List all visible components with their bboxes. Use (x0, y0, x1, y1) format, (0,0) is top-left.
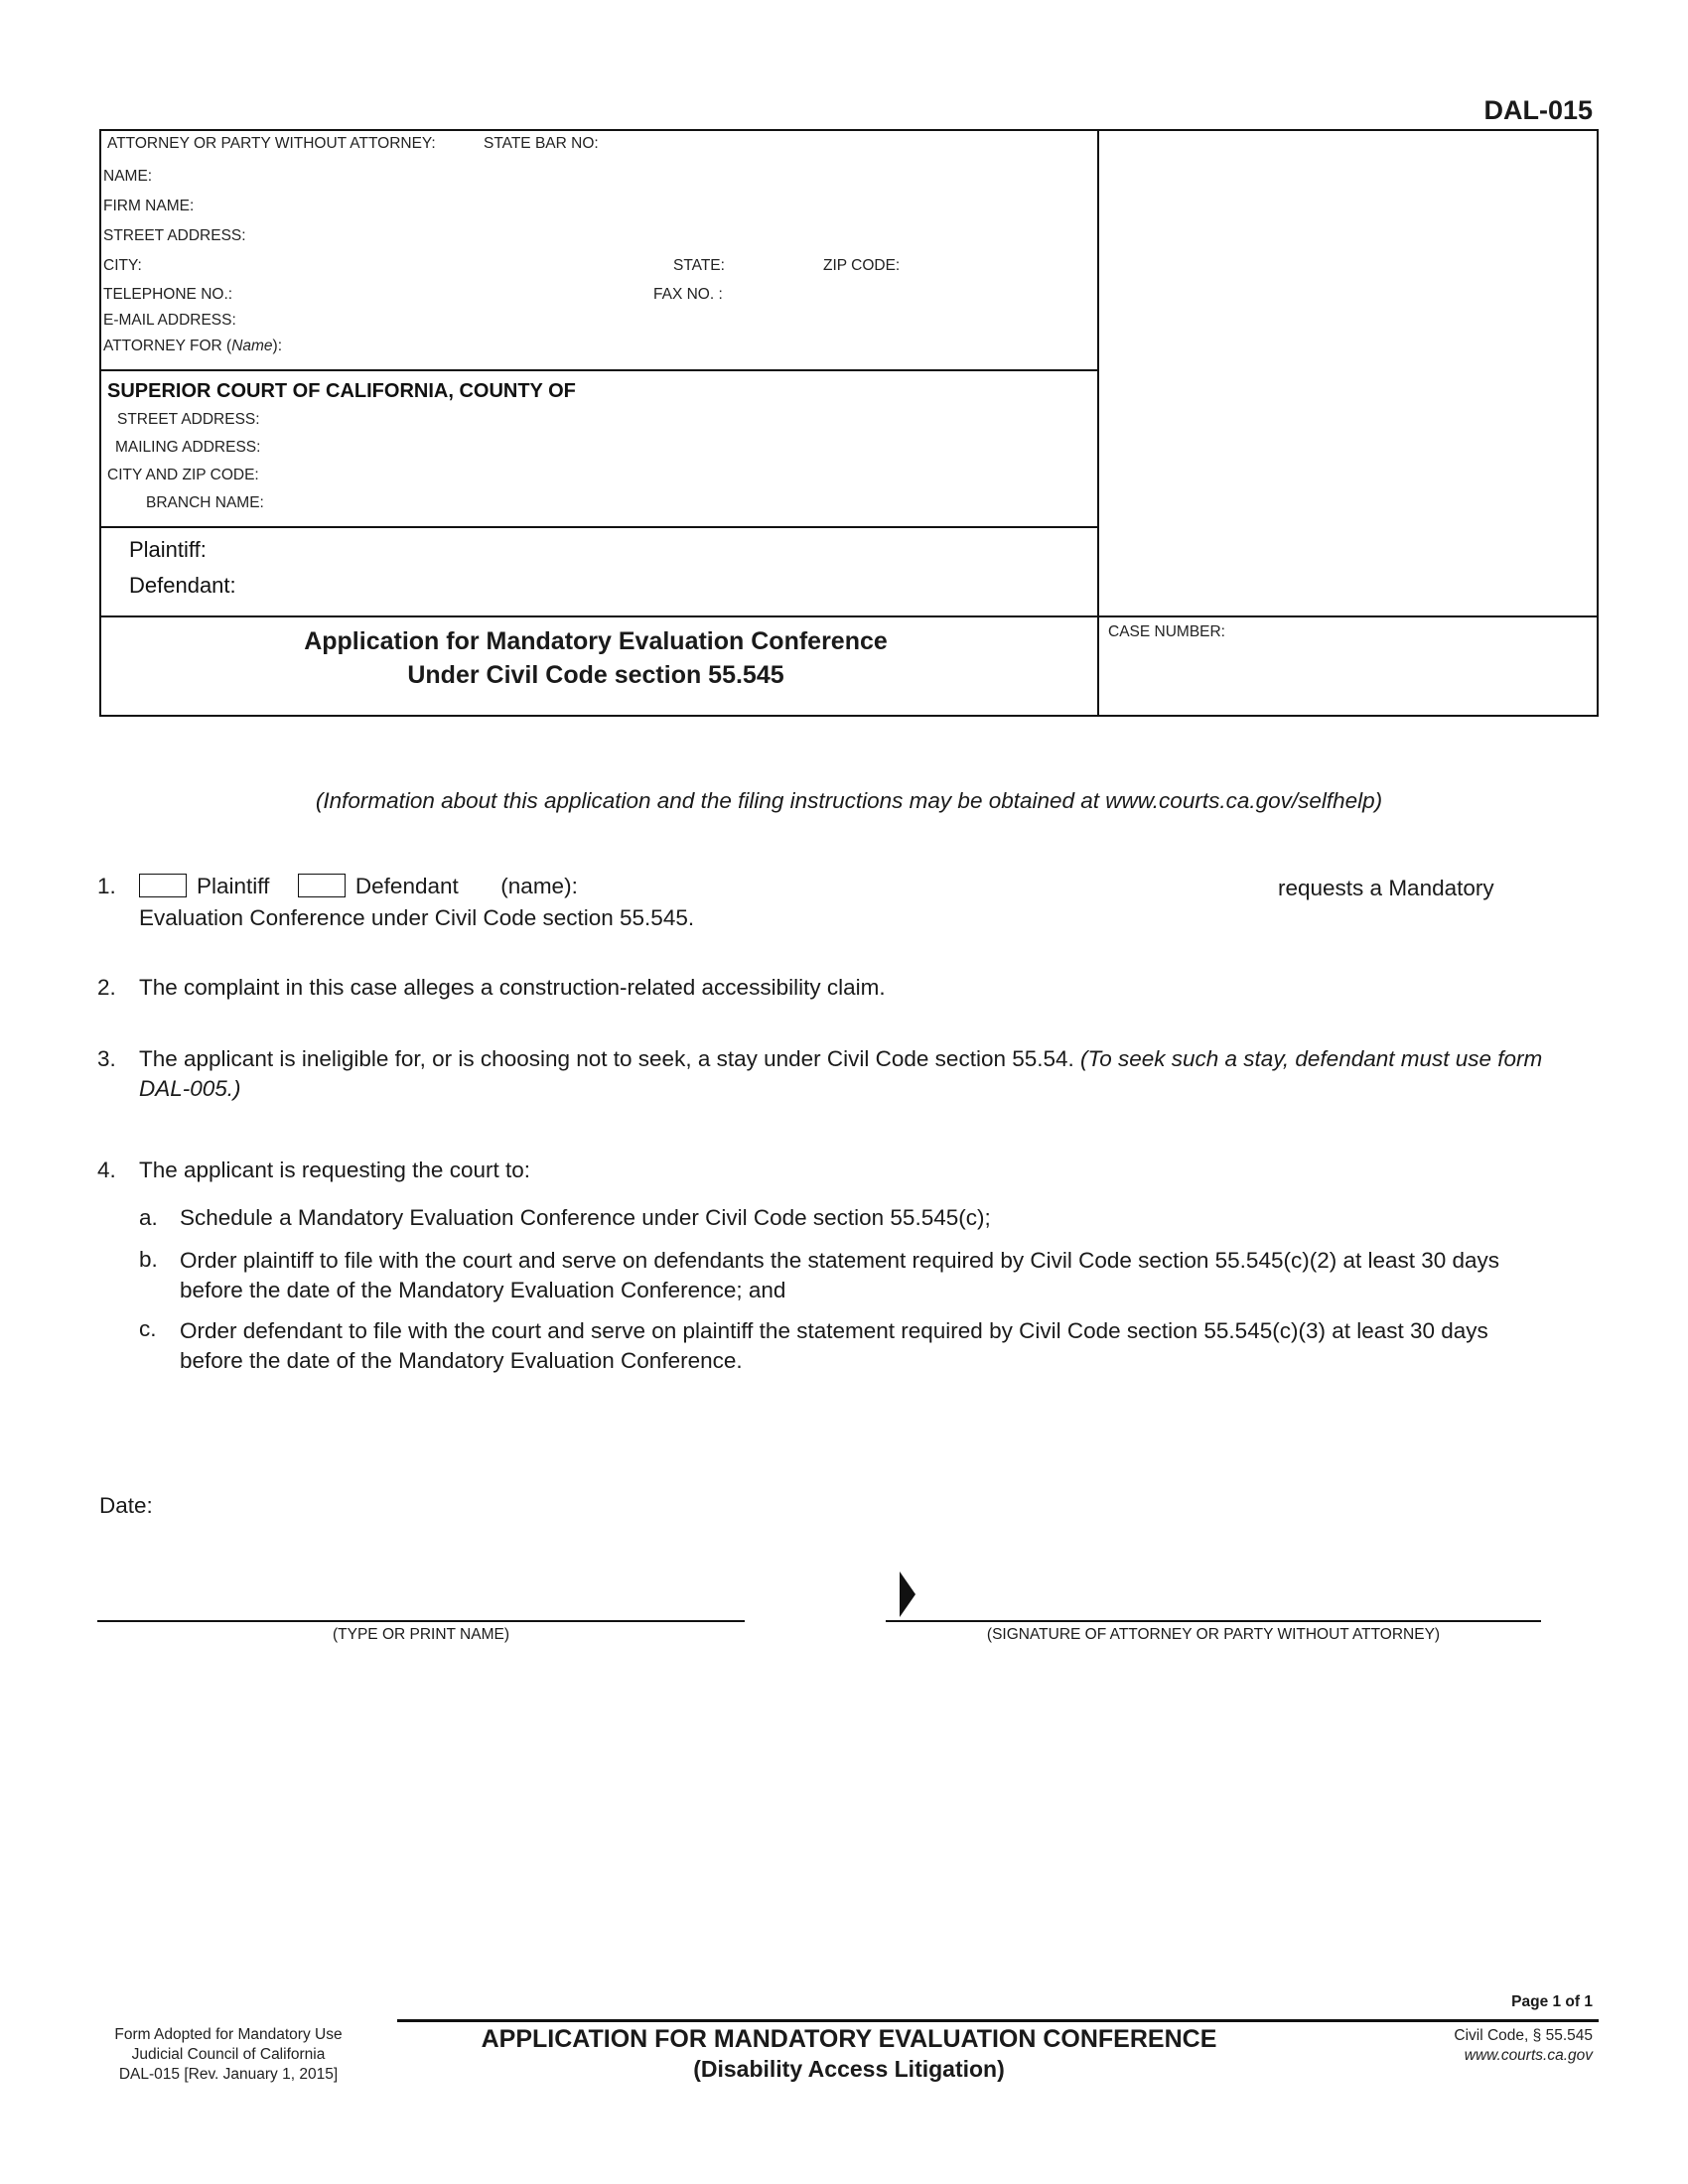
footer-title-block (417, 2025, 1281, 2083)
state-label[interactable]: STATE: (673, 257, 725, 274)
attorney-info-box (99, 129, 1099, 371)
attorney-for-suffix: ): (272, 338, 283, 354)
defendant-checkbox[interactable] (298, 874, 346, 897)
court-street-label[interactable]: STREET ADDRESS: (117, 411, 260, 428)
plaintiff-checkbox[interactable] (139, 874, 187, 897)
telephone-label[interactable]: TELEPHONE NO.: (103, 286, 233, 303)
attorney-for-label[interactable] (103, 338, 282, 355)
item1-plaintiff-text: Plaintiff (197, 874, 270, 898)
item1-requests: requests a Mandatory (1278, 876, 1494, 900)
plaintiff-label[interactable]: Plaintiff: (129, 537, 207, 562)
date-label[interactable]: Date: (99, 1493, 153, 1518)
item4b-text: Order plaintiff to file with the court and serve on defendants the statement required by Civil Code section 55.545(c)(2) at least 30 days before the date of the Mandatory Evaluation Conference; and (180, 1248, 1500, 1302)
item1-line2: Evaluation Conference under Civil Code section 55.545. (139, 905, 695, 930)
attorney-for-prefix: ATTORNEY FOR ( (103, 338, 232, 354)
page-number: Page 1 of 1 (1511, 1993, 1593, 2010)
item3-main: The applicant is ineligible for, or is choosing not to seek, a stay under Civil Code section 55.54. (139, 1046, 1081, 1071)
court-use-box (1097, 129, 1599, 617)
form-id: DAL-015 (1483, 95, 1593, 125)
item1-number: 1. (97, 874, 116, 898)
city-label[interactable]: CITY: (103, 257, 142, 274)
state-bar-label[interactable]: STATE BAR NO: (484, 135, 599, 152)
fax-label[interactable]: FAX NO. : (653, 286, 723, 303)
court-title: SUPERIOR COURT OF CALIFORNIA, COUNTY OF (107, 380, 576, 402)
signature-arrow-icon (898, 1571, 917, 1617)
info-text: (Information about this application and the filing instructions may be obtained at www.courts.ca.gov/selfhelp) (315, 788, 1383, 813)
print-name-caption: (TYPE OR PRINT NAME) (333, 1626, 509, 1643)
item3-number: 3. (97, 1046, 116, 1071)
firm-name-label[interactable]: FIRM NAME: (103, 198, 195, 214)
case-number-label: CASE NUMBER: (1108, 623, 1225, 640)
email-label[interactable]: E-MAIL ADDRESS: (103, 312, 236, 329)
item1-defendant-text: Defendant (354, 874, 459, 898)
item2-text: The complaint in this case alleges a construction-related accessibility claim. (139, 975, 886, 1000)
attorney-for-name: Name (231, 338, 273, 354)
item4a-letter: a. (139, 1205, 158, 1230)
footer-reference (1454, 2026, 1593, 2066)
court-branch-label[interactable]: BRANCH NAME: (146, 494, 264, 511)
attorney-label: ATTORNEY OR PARTY WITHOUT ATTORNEY: (107, 135, 436, 152)
form-title-line2: Under Civil Code section 55.545 (407, 661, 784, 689)
zip-code-label[interactable]: ZIP CODE: (823, 257, 901, 274)
item4-number: 4. (97, 1158, 116, 1182)
footer-adopted-line1: Form Adopted for Mandatory Use (114, 2026, 343, 2043)
item1-name-label[interactable]: (name): (500, 874, 578, 898)
footer-website[interactable]: www.courts.ca.gov (1464, 2047, 1593, 2064)
print-name-line[interactable] (97, 1620, 745, 1622)
item3-italic: (To seek such a stay, defendant must use form DAL-005.) (139, 1046, 1543, 1101)
item1-line1 (139, 872, 578, 901)
item4c-letter: c. (139, 1316, 157, 1341)
footer-subtitle: (Disability Access Litigation) (693, 2056, 1005, 2082)
item4-text: The applicant is requesting the court to: (139, 1158, 530, 1182)
parties-box (99, 526, 1099, 617)
court-mailing-label[interactable]: MAILING ADDRESS: (115, 439, 261, 456)
footer-rule (397, 2019, 1599, 2022)
item4b-letter: b. (139, 1247, 158, 1272)
item4c-text: Order defendant to file with the court and serve on plaintiff the statement required by Civil Code section 55.545(c)(3) at least 30 days before the date of the Mandatory Evaluation Conference. (180, 1318, 1488, 1373)
footer-adopted (99, 2025, 357, 2085)
street-address-label[interactable]: STREET ADDRESS: (103, 227, 246, 244)
item3-text (139, 1044, 1569, 1104)
name-label[interactable]: NAME: (103, 168, 153, 185)
footer-code-ref: Civil Code, § 55.545 (1454, 2027, 1593, 2044)
signature-line[interactable] (886, 1620, 1541, 1622)
form-title-line1: Application for Mandatory Evaluation Conference (304, 627, 888, 655)
signature-caption: (SIGNATURE OF ATTORNEY OR PARTY WITHOUT ATTORNEY) (986, 1626, 1441, 1643)
footer-adopted-line2: Judicial Council of California (131, 2046, 326, 2063)
footer-adopted-line3: DAL-015 [Rev. January 1, 2015] (118, 2066, 339, 2083)
defendant-label[interactable]: Defendant: (129, 573, 236, 598)
court-city-zip-label[interactable]: CITY AND ZIP CODE: (107, 467, 259, 483)
item2-number: 2. (97, 975, 116, 1000)
footer-title: APPLICATION FOR MANDATORY EVALUATION CONFERENCE (481, 2025, 1217, 2053)
item4a-text: Schedule a Mandatory Evaluation Conference under Civil Code section 55.545(c); (180, 1205, 991, 1230)
